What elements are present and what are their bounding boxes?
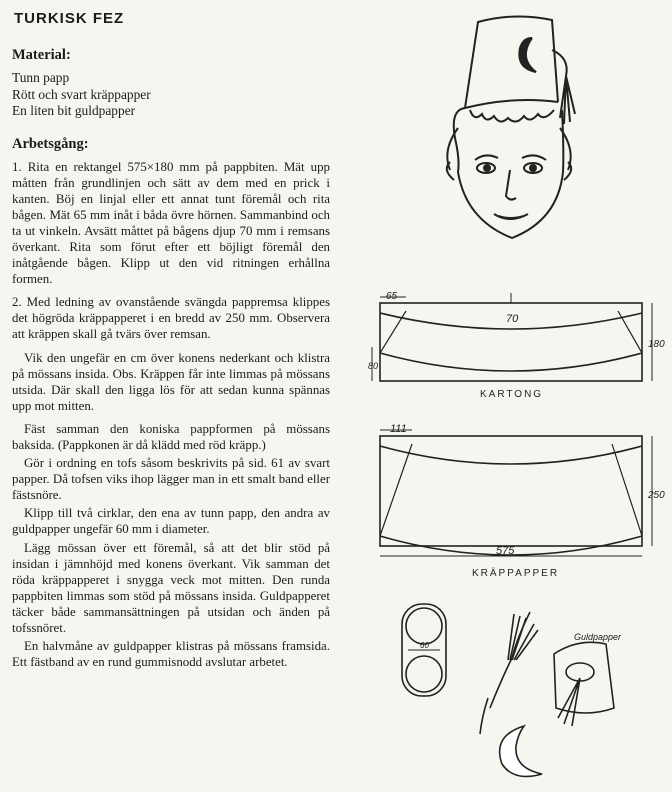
boy-with-fez-illustration xyxy=(420,10,600,260)
paragraph: 2. Med ledning av ovanstående svängda pappremsa klippes det högröda kräppapperet i en bredd av 250 mm. Observera att kräppen skall gå tvärs över remsan. xyxy=(12,295,330,342)
paragraph: Lägg mössan över ett föremål, så att det blir stöd på insidan i jämnhöjd med konens överkant. Vik samman det röda kräppapperet i snygga veck mot mitten. Den runda pappbiten limmas som stöd på mössans insida. Guldpapperet täcker både sammansättningen på utsidan och änden på tofssnöret. xyxy=(12,540,330,636)
crescent-moon-drawing xyxy=(500,726,542,776)
krappapper-label: KRÄPPAPPER xyxy=(472,568,560,579)
krappapper-dim-right: 250 xyxy=(648,490,665,501)
finished-fez-drawing xyxy=(554,632,622,726)
krappapper-diagram xyxy=(368,418,668,583)
material-item: Rött och svart kräppapper xyxy=(12,86,151,102)
material-item: Tunn papp xyxy=(12,70,70,85)
circle-dim-label: 60 xyxy=(420,641,429,650)
gold-paper-label: Guldpapper xyxy=(574,632,622,642)
material-list xyxy=(12,70,330,120)
text-column xyxy=(12,10,330,672)
kartong-diagram xyxy=(368,285,668,405)
material-heading: Material: xyxy=(12,47,71,63)
kartong-dim-side: 80 xyxy=(368,361,379,371)
paragraph: Fäst samman den koniska pappformen på mössans baksida. (Pappkonen är då klädd med röd kräpp.) xyxy=(12,421,330,452)
process-heading: Arbetsgång: xyxy=(12,135,89,152)
krappapper-upper-arc xyxy=(380,446,642,464)
kartong-dim-right: 180 xyxy=(648,339,665,350)
paragraph: Gör i ordning en tofs såsom beskrivits på sid. 61 av svart papper. Då tofsen viks ihop lägger man in ett smalt band eller fästsnöre. xyxy=(12,456,330,503)
instructions xyxy=(12,159,330,671)
paragraph: 1. Rita en rektangel 575×180 mm på pappbiten. Mät upp måtten från grundlinjen och sätt av dem med en prick i kanten. Böj en linjal eller ett annat tunt föremål och rita bågen. Mät 65 mm inåt i båda övre hörnen. Sammanbind och ta ut vinkeln. Avsätt måttet på bågens djup 70 mm i remsans överkant. Rita som förut efter ett böjligt föremål den inåtgående bågen. Klipp ut den vid ritningen erhållna formen. xyxy=(12,159,330,287)
paragraph: Vik den ungefär en cm över konens nederkant och klistra på mössans insida. Obs. Kräppen får inte limmas på mössans utsida. Där skall den ligga lös för att sedan kunna spännas upp mot mitten. xyxy=(12,350,330,413)
kartong-dim-center: 70 xyxy=(506,313,519,325)
kartong-label: KARTONG xyxy=(480,389,544,400)
krappapper-dim-left: 111 xyxy=(390,423,407,435)
krappapper-rectangle xyxy=(380,436,642,546)
bottom-illustrations xyxy=(392,598,664,788)
cut-circles-drawing xyxy=(402,604,446,696)
material-item: En liten bit guldpapper xyxy=(12,103,136,118)
kartong-dim-left: 65 xyxy=(386,291,398,302)
page-title: TURKISK FEZ xyxy=(14,10,125,27)
paragraph: En halvmåne av guldpapper klistras på mössans framsida. Ett fästband av en rund gummisnodd avslutar arbetet. xyxy=(12,639,330,670)
paragraph: Klipp till två cirklar, den ena av tunn papp, den andra av guldpapper ungefär 60 mm i diameter. xyxy=(12,506,330,537)
tassel-drawing xyxy=(480,612,538,734)
kartong-lower-arc xyxy=(380,353,642,371)
krappapper-dim-bottom: 575 xyxy=(496,545,515,557)
